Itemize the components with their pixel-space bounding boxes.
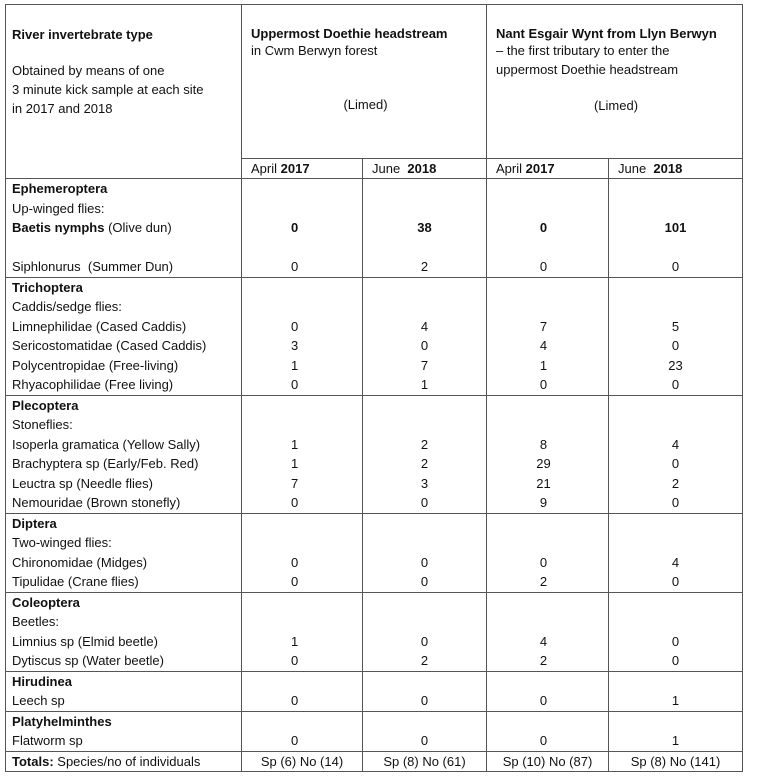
count-cell: [242, 592, 363, 671]
count-value: 1: [291, 633, 299, 649]
count-value: 2: [671, 475, 680, 491]
count-cell: [242, 513, 363, 592]
taxon-label: [12, 435, 241, 455]
type-header-cell: [6, 5, 242, 179]
count-value: 0: [671, 574, 680, 589]
group-block-trichoptera: [6, 277, 743, 395]
taxon-name: Leech sp: [12, 693, 65, 708]
taxon-label: [12, 454, 241, 474]
count-cell: [242, 671, 363, 711]
group-block-platyhelminthes: [6, 711, 743, 751]
date-cell: June 2018: [363, 159, 487, 179]
date-cell: April 2017: [242, 159, 363, 179]
totals-label-bold: Totals:: [12, 753, 54, 769]
group-subtitle: Stoneflies:: [12, 417, 73, 432]
site2-header-cell: [487, 5, 743, 159]
group-block-coleoptera: [6, 592, 743, 671]
taxon-name: (Olive dun): [104, 220, 172, 235]
group-name: Ephemeroptera: [12, 181, 108, 196]
totals-value: Sp (6) No (14): [242, 751, 363, 771]
count-cell: [487, 592, 609, 671]
count-value: 1: [420, 377, 429, 392]
site2-name: Nant Esgair Wynt from Llyn Berwyn: [496, 26, 717, 41]
date-cell: April 2017: [487, 159, 609, 179]
site1-subtitle: in Cwm Berwyn forest: [251, 43, 378, 58]
count-cell: [609, 277, 743, 395]
count-value: 2: [420, 436, 429, 452]
group-block-ephemeroptera: [6, 179, 743, 278]
count-value: 7: [539, 318, 548, 334]
group-label-cell: [6, 179, 242, 278]
taxon-name: Limnius sp (Elmid beetle): [12, 633, 158, 649]
count-value: 0: [420, 693, 429, 708]
count-value: 4: [539, 633, 548, 649]
taxon-name: Dytiscus sp (Water beetle): [12, 653, 164, 668]
taxon-name: Tipulidae (Crane flies): [12, 574, 139, 589]
taxon-name: Nemouridae (Brown stonefly): [12, 495, 181, 510]
taxon-name: Siphlonurus (Summer Dun): [12, 259, 174, 274]
group-name: Hirudinea: [12, 673, 72, 689]
group-subtitle: Caddis/sedge flies:: [12, 299, 122, 314]
count-cell: [363, 277, 487, 395]
spacer-row: [12, 238, 241, 258]
count-cell: [487, 395, 609, 513]
count-value: 0: [539, 220, 548, 235]
count-cell: [242, 395, 363, 513]
count-value: 4: [420, 318, 429, 334]
count-cell: [242, 277, 363, 395]
taxon-label: [12, 493, 241, 513]
count-cell: [609, 179, 743, 278]
totals-label: [6, 751, 242, 771]
count-cell: [363, 592, 487, 671]
count-value: 4: [671, 554, 680, 570]
taxon-name: Leuctra sp (Needle flies): [12, 475, 153, 491]
count-value: 3: [420, 475, 429, 491]
taxon-name: Brachyptera sp (Early/Feb. Red): [12, 456, 199, 471]
totals-value: Sp (10) No (87): [487, 751, 609, 771]
count-cell: [487, 711, 609, 751]
count-cell: [487, 671, 609, 711]
count-value: 3: [291, 338, 299, 353]
taxon-label: [12, 731, 241, 751]
count-value: 2: [420, 653, 429, 668]
count-cell: [609, 711, 743, 751]
count-cell: [609, 671, 743, 711]
taxon-label: [12, 336, 241, 356]
count-value: 0: [671, 653, 680, 668]
count-value: 0: [420, 633, 429, 649]
count-value: 0: [291, 318, 299, 334]
totals-row: [6, 751, 743, 771]
count-value: 1: [291, 436, 299, 452]
taxon-label: [12, 651, 241, 671]
count-value: 1: [671, 733, 680, 748]
count-value: 0: [420, 733, 429, 748]
count-value: 0: [291, 377, 299, 392]
count-cell: [363, 711, 487, 751]
spacer-row: [242, 238, 362, 258]
count-value: 21: [536, 475, 551, 491]
count-value: 0: [420, 495, 429, 510]
group-block-hirudinea: [6, 671, 743, 711]
taxon-name: Rhyacophilidae (Free living): [12, 377, 174, 392]
site2-limed-note: (Limed): [593, 98, 639, 113]
count-cell: [363, 179, 487, 278]
group-label-cell: [6, 671, 242, 711]
count-value: 0: [291, 693, 299, 708]
count-cell: [609, 395, 743, 513]
count-value: 9: [539, 495, 548, 510]
count-value: 2: [539, 653, 548, 668]
totals-value: Sp (8) No (141): [609, 751, 743, 771]
count-cell: [363, 513, 487, 592]
method-line: in 2017 and 2018: [12, 101, 113, 116]
group-block-plecoptera: [6, 395, 743, 513]
count-value: 0: [291, 259, 299, 274]
count-value: 101: [664, 220, 687, 235]
count-value: 0: [671, 377, 680, 392]
spacer-row: [609, 238, 742, 258]
invertebrate-table: [5, 4, 743, 772]
count-value: 8: [539, 436, 548, 452]
taxon-name: Flatworm sp: [12, 733, 83, 748]
count-cell: [487, 179, 609, 278]
count-value: 0: [671, 633, 680, 649]
count-value: 5: [671, 318, 680, 334]
taxon-name-bold: Baetis nymphs: [12, 220, 105, 235]
group-subtitle: Beetles:: [12, 614, 59, 629]
group-name: Coleoptera: [12, 594, 80, 610]
count-value: 2: [539, 574, 548, 589]
count-value: 0: [420, 554, 429, 570]
taxon-label: [12, 356, 241, 376]
group-label-cell: [6, 277, 242, 395]
group-name: Trichoptera: [12, 279, 83, 295]
count-value: 2: [420, 259, 429, 274]
taxon-label: [12, 474, 241, 494]
count-value: 1: [291, 456, 299, 471]
taxon-label: [12, 218, 241, 238]
count-value: 0: [539, 554, 548, 570]
count-value: 0: [291, 574, 299, 589]
count-value: 1: [291, 357, 299, 373]
group-label-cell: [6, 592, 242, 671]
group-name: Diptera: [12, 515, 57, 531]
spacer-row: [363, 238, 486, 258]
count-value: 0: [420, 574, 429, 589]
header-row: [6, 5, 743, 159]
count-cell: [487, 513, 609, 592]
totals-label-text: Species/no of individuals: [53, 753, 201, 769]
group-name: Platyhelminthes: [12, 713, 112, 729]
date-cell: June 2018: [609, 159, 743, 179]
count-value: 2: [420, 456, 429, 471]
count-value: 1: [671, 693, 680, 708]
taxon-label: [12, 257, 241, 277]
count-value: 7: [420, 357, 429, 373]
taxon-label: [12, 375, 241, 395]
count-cell: [242, 711, 363, 751]
method-line: Obtained by means of one: [12, 63, 165, 78]
group-label-cell: [6, 395, 242, 513]
count-value: 0: [291, 495, 299, 510]
count-value: 0: [671, 259, 680, 274]
group-subtitle: Two-winged flies:: [12, 535, 112, 550]
site1-name: Uppermost Doethie headstream: [251, 26, 448, 41]
group-label-cell: [6, 711, 242, 751]
totals-value: Sp (8) No (61): [363, 751, 487, 771]
site2-subtitle: – the first tributary to enter the: [496, 43, 670, 58]
taxon-label: [12, 572, 241, 592]
taxon-name: Limnephilidae (Cased Caddis): [12, 318, 187, 334]
count-value: 4: [671, 436, 680, 452]
count-value: 1: [539, 357, 548, 373]
count-value: 38: [417, 220, 432, 235]
group-block-diptera: [6, 513, 743, 592]
taxon-name: Chironomidae (Midges): [12, 554, 148, 570]
taxon-label: [12, 553, 241, 573]
site1-header-cell: [242, 5, 487, 159]
taxon-name: Polycentropidae (Free-living): [12, 357, 179, 373]
taxon-name: Sericostomatidae (Cased Caddis): [12, 338, 207, 353]
group-label-cell: [6, 513, 242, 592]
count-value: 0: [671, 495, 680, 510]
count-value: 0: [539, 259, 548, 274]
count-value: 0: [539, 733, 548, 748]
site2-subtitle: uppermost Doethie headstream: [496, 62, 679, 77]
count-cell: [487, 277, 609, 395]
site1-limed-note: (Limed): [343, 97, 388, 112]
count-value: 0: [671, 338, 680, 353]
type-header-title: River invertebrate type: [12, 27, 153, 42]
taxon-label: [12, 691, 241, 711]
count-value: 4: [539, 338, 548, 353]
count-cell: [242, 179, 363, 278]
group-name: Plecoptera: [12, 397, 79, 413]
count-cell: [609, 513, 743, 592]
count-value: 0: [539, 693, 548, 708]
count-value: 0: [291, 220, 299, 235]
count-value: 0: [291, 554, 299, 570]
count-value: 0: [539, 377, 548, 392]
taxon-label: [12, 632, 241, 652]
method-line: 3 minute kick sample at each site: [12, 82, 204, 97]
count-value: 0: [291, 653, 299, 668]
count-cell: [363, 671, 487, 711]
count-value: 7: [291, 475, 299, 491]
count-value: 29: [536, 456, 551, 471]
count-value: 0: [420, 338, 429, 353]
group-subtitle: Up-winged flies:: [12, 200, 105, 216]
taxon-label: [12, 317, 241, 337]
count-value: 23: [668, 357, 683, 373]
count-cell: [609, 592, 743, 671]
taxon-name: Isoperla gramatica (Yellow Sally): [12, 436, 201, 452]
count-value: 0: [291, 733, 299, 748]
spacer-row: [487, 238, 608, 258]
count-value: 0: [671, 456, 680, 471]
count-cell: [363, 395, 487, 513]
